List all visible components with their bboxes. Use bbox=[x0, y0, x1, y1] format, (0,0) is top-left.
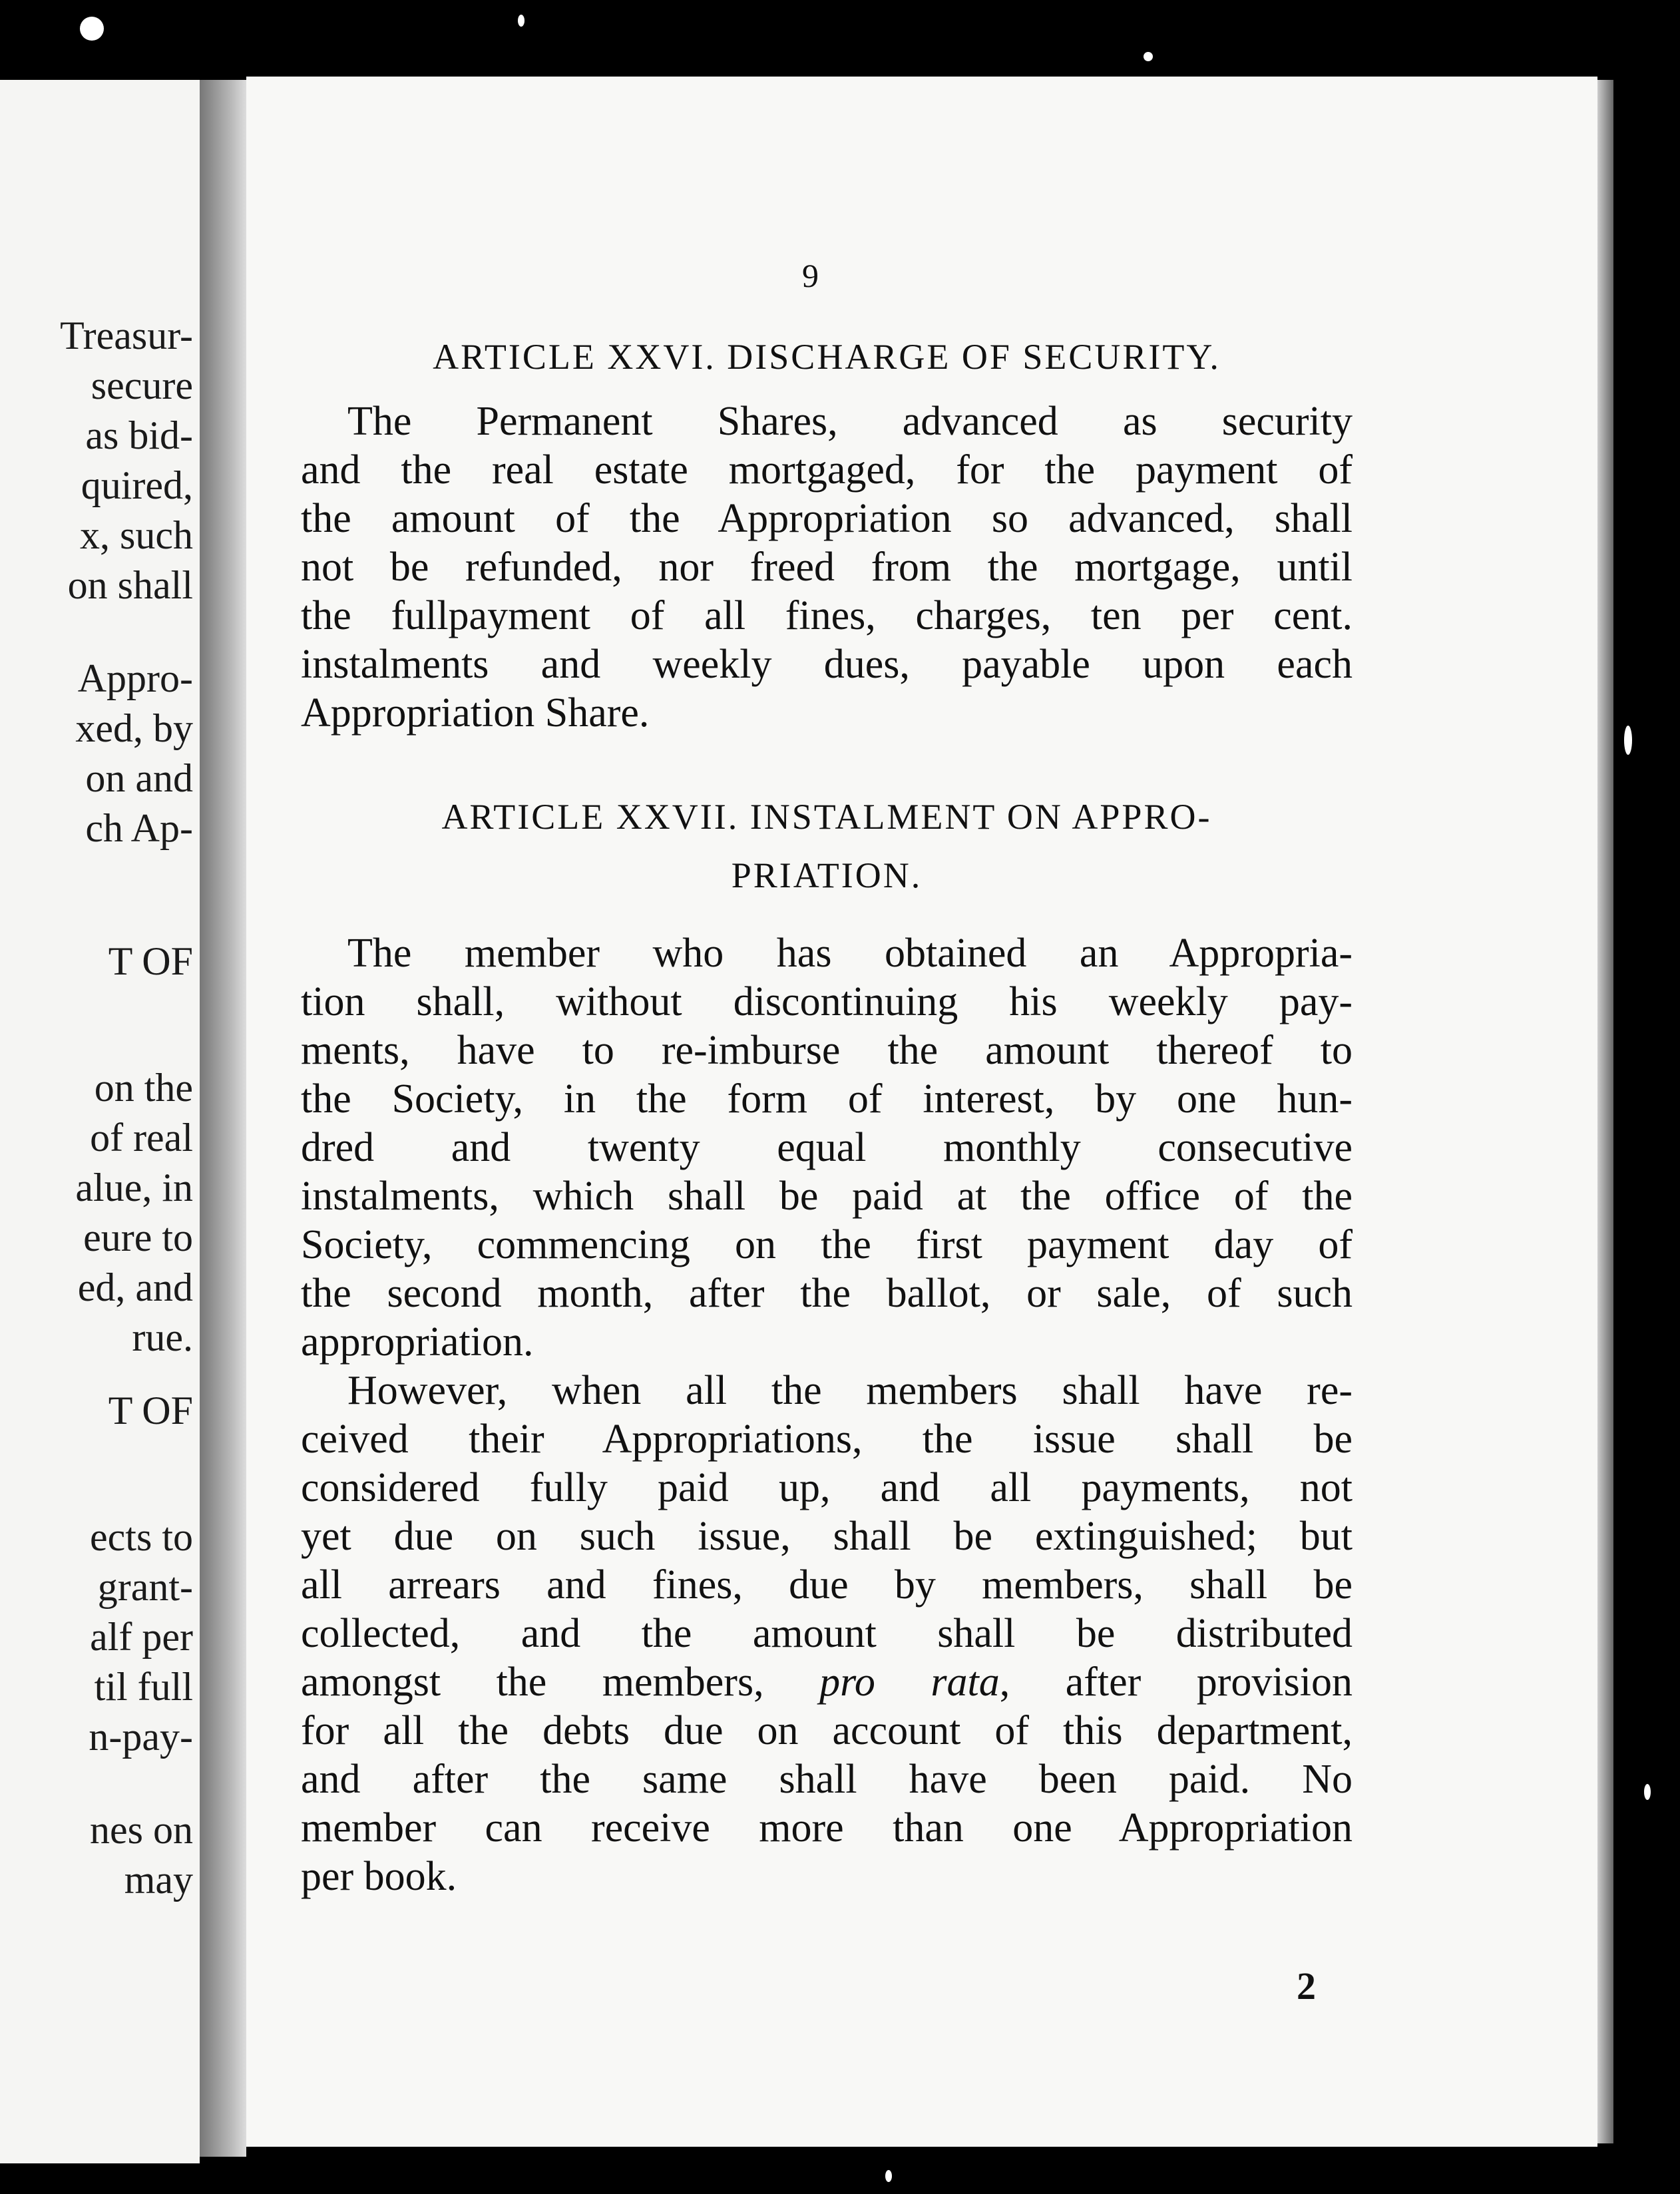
article-27-paragraph-2 bbox=[301, 1367, 1353, 1901]
scan-speck bbox=[518, 15, 525, 27]
book-spine bbox=[200, 80, 246, 2157]
text-line: dred and twenty equal monthly consecutive bbox=[301, 1125, 1353, 1170]
left-page-line: quired, bbox=[81, 463, 193, 507]
text-line: the amount of the Appropriation so advanced, shall bbox=[301, 496, 1353, 541]
article-26-heading: ARTICLE XXVI. DISCHARGE OF SECURITY. bbox=[433, 337, 1221, 377]
text-line: Appropriation Share. bbox=[301, 690, 650, 736]
text-line: and the real estate mortgaged, for the payment of bbox=[301, 447, 1353, 493]
text-line: member can receive more than one Appropriation bbox=[301, 1805, 1353, 1851]
article-26-paragraph bbox=[301, 397, 1353, 738]
left-page-line: secure bbox=[91, 363, 193, 407]
left-page-line: rue. bbox=[132, 1315, 193, 1359]
left-page-line: Treasur- bbox=[60, 314, 193, 357]
left-page-line: on shall bbox=[67, 563, 193, 607]
article-27-heading-line-1: ARTICLE XXVII. INSTALMENT ON APPRO- bbox=[441, 797, 1212, 837]
signature-mark: 2 bbox=[1297, 1964, 1316, 2008]
left-page-line: on the bbox=[94, 1066, 193, 1110]
text-line: not be refunded, nor freed from the mortgage, until bbox=[301, 545, 1353, 590]
left-page-line: Appro- bbox=[77, 656, 193, 700]
text-line: the fullpayment of all fines, charges, ten per cent. bbox=[301, 593, 1353, 638]
left-page-line: grant- bbox=[97, 1565, 193, 1609]
text-line: ments, have to re-imburse the amount thereof to bbox=[301, 1028, 1353, 1073]
text-line: ceived their Appropriations, the issue shall be bbox=[301, 1417, 1353, 1462]
left-page-line: may bbox=[124, 1858, 193, 1902]
scan-speck bbox=[1144, 52, 1153, 61]
left-page-line: n-pay- bbox=[89, 1715, 193, 1759]
text-line: considered fully paid up, and all payments, not bbox=[301, 1465, 1353, 1510]
text-line: instalments and weekly dues, payable upon each bbox=[301, 642, 1353, 687]
text-line: per book. bbox=[301, 1854, 457, 1899]
text-line: appropriation. bbox=[301, 1319, 534, 1365]
text-line: amongst the members, pro rata, after provision bbox=[301, 1659, 1353, 1705]
left-page-line: T OF bbox=[108, 939, 193, 983]
article-27-paragraph-1 bbox=[301, 929, 1353, 1367]
text-line: Society, commencing on the first payment day of bbox=[301, 1222, 1353, 1267]
text-line: However, when all the members shall have re- bbox=[347, 1368, 1353, 1413]
left-page-line: alf per bbox=[90, 1615, 193, 1659]
left-page bbox=[0, 80, 200, 2163]
scan-speck bbox=[1644, 1784, 1651, 1800]
text-line: the Society, in the form of interest, by one hun- bbox=[301, 1076, 1353, 1122]
text-line: collected, and the amount shall be distributed bbox=[301, 1611, 1353, 1656]
page-edge-shadow bbox=[1597, 80, 1613, 2143]
left-page-line: eure to bbox=[83, 1215, 193, 1259]
left-page-line: on and bbox=[85, 756, 193, 800]
text-line: tion shall, without discontinuing his weekly pay- bbox=[301, 979, 1353, 1024]
page-body bbox=[301, 336, 1353, 1901]
left-page-line: alue, in bbox=[75, 1166, 193, 1209]
article-27-heading-line-2: PRIATION. bbox=[731, 855, 923, 895]
text-line: instalments, which shall be paid at the office of the bbox=[301, 1174, 1353, 1219]
scan-speck bbox=[1624, 726, 1632, 755]
text-line: all arrears and fines, due by members, shall be bbox=[301, 1562, 1353, 1608]
text-line: for all the debts due on account of this department, bbox=[301, 1708, 1353, 1753]
left-page-line: ects to bbox=[90, 1515, 193, 1559]
text-line: The member who has obtained an Appropria- bbox=[347, 931, 1353, 976]
left-page-line: T OF bbox=[108, 1389, 193, 1432]
left-page-line: til full bbox=[94, 1665, 193, 1709]
left-page-line: xed, by bbox=[75, 706, 193, 750]
left-page-line: ch Ap- bbox=[85, 806, 193, 850]
page-number: 9 bbox=[802, 257, 819, 294]
left-page-line: nes on bbox=[90, 1808, 193, 1852]
text-line: the second month, after the ballot, or sale, of such bbox=[301, 1271, 1353, 1316]
scan-speck bbox=[80, 17, 104, 41]
left-page-line: x, such bbox=[80, 513, 193, 557]
left-page-line: of real bbox=[90, 1116, 193, 1160]
left-page-line: as bid- bbox=[85, 413, 193, 457]
text-line: yet due on such issue, shall be extinguished; but bbox=[301, 1514, 1353, 1559]
text-line: and after the same shall have been paid. No bbox=[301, 1757, 1353, 1802]
scan-speck bbox=[885, 2170, 892, 2182]
left-page-line: ed, and bbox=[77, 1265, 193, 1309]
text-line: The Permanent Shares, advanced as security bbox=[347, 399, 1353, 444]
